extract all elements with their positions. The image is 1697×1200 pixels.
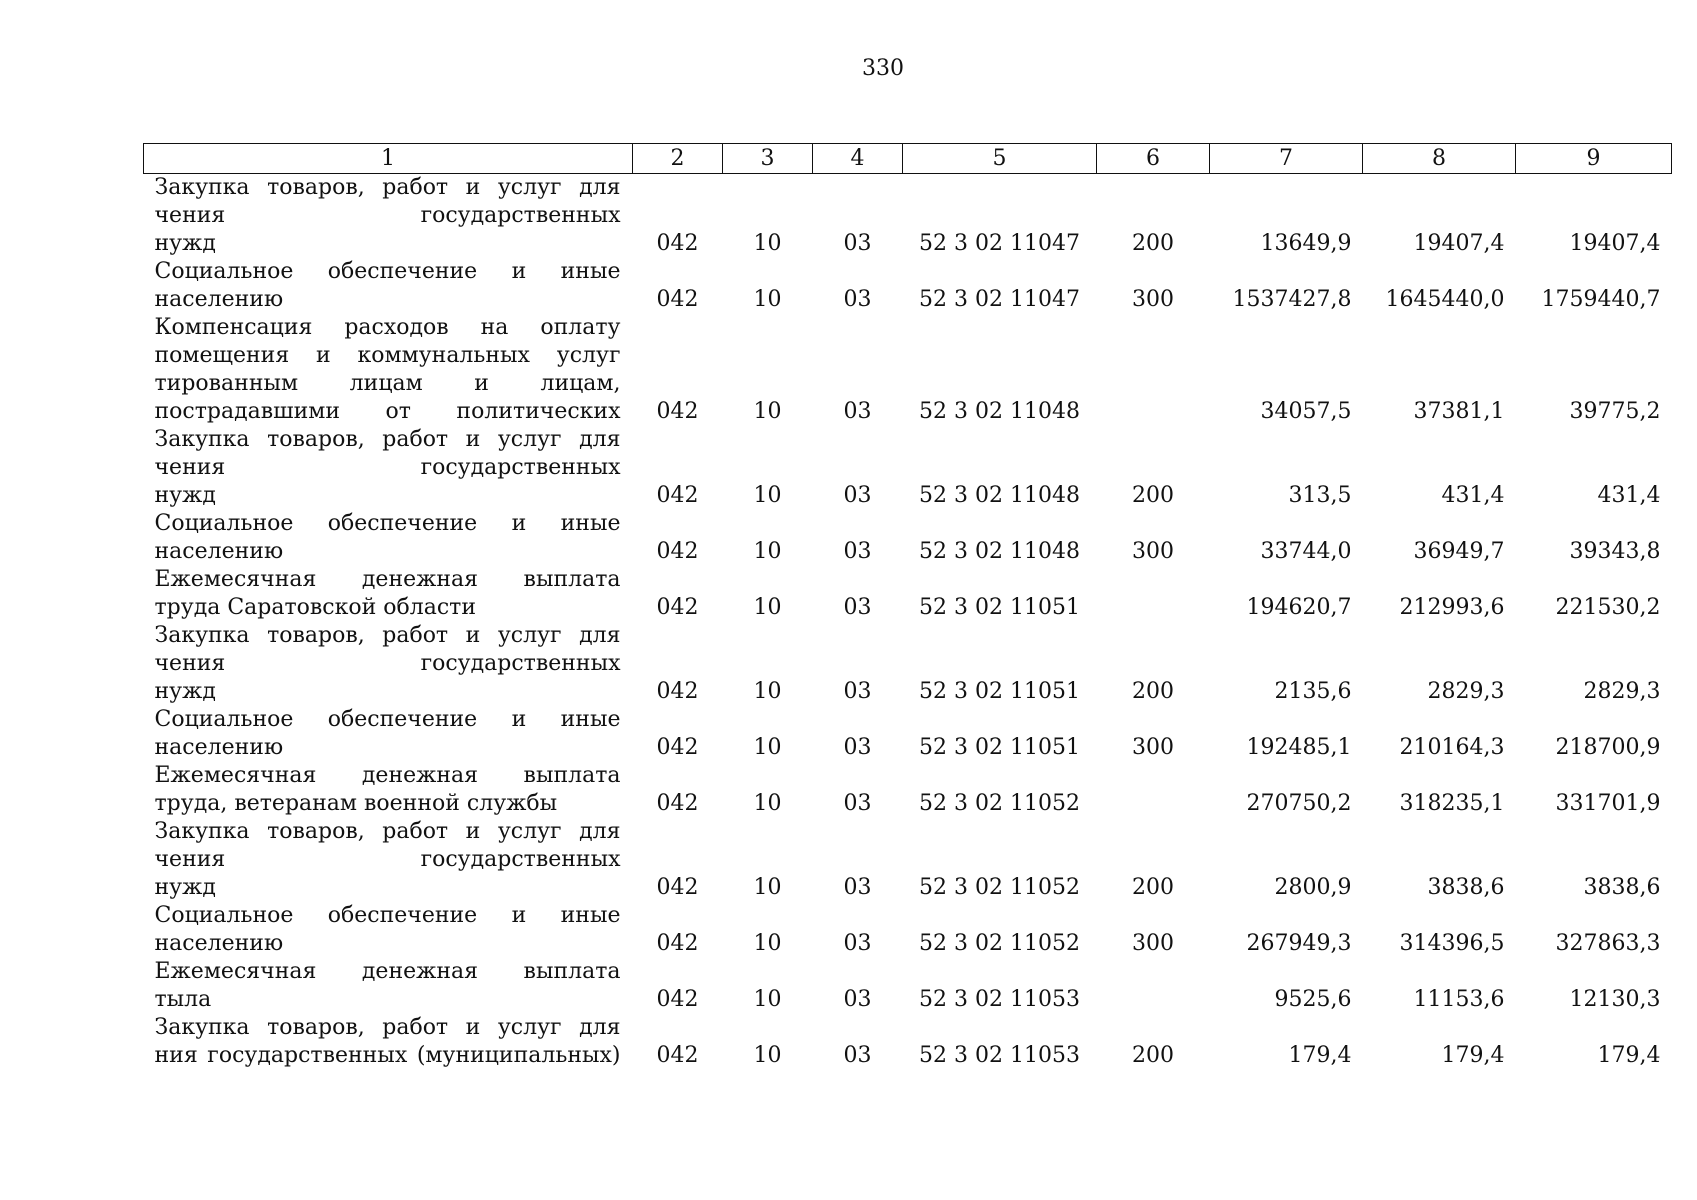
description-cell [144,902,633,958]
table-row [144,1014,1672,1070]
subsection-cell: 10 [753,791,782,816]
description-cell [144,622,633,706]
amount-year2-cell: 19407,4 [1413,231,1505,256]
description-line: чения государственных [154,651,621,676]
amount-year2-cell: 2829,3 [1427,679,1505,704]
section-code-cell: 042 [656,679,699,704]
amount-year3-cell: 221530,2 [1555,595,1661,620]
table-row [144,174,1672,259]
section-code-cell: 042 [656,539,699,564]
amount-year1-cell: 2800,9 [1274,875,1352,900]
table-row [144,818,1672,902]
subsection-cell: 10 [753,735,782,760]
section-code-cell: 042 [656,595,699,620]
amount-year3-cell: 179,4 [1597,1043,1661,1068]
column-header-9: 9 [1516,144,1672,174]
expense-type-cell [1097,566,1210,622]
subsection-code-cell: 03 [843,595,872,620]
description-line: пострадавшими от политических [154,399,621,424]
amount-year1-cell: 33744,0 [1260,539,1352,564]
amount-year2-cell: 314396,5 [1399,931,1505,956]
subsection-cell: 10 [753,595,782,620]
target-article-cell: 52 3 02 11048 [919,399,1080,424]
subsection-code-cell: 03 [843,679,872,704]
description-line: Компенсация расходов на оплату [154,315,621,340]
subsection-code-cell: 03 [843,987,872,1012]
description-line: чения государственных [154,455,621,480]
amount-year1-cell: 270750,2 [1246,791,1352,816]
section-code-cell: 042 [656,735,699,760]
subsection-code-cell: 03 [843,539,872,564]
amount-year2-cell: 431,4 [1441,483,1505,508]
amount-year3-cell: 1759440,7 [1541,287,1661,312]
subsection-code-cell: 03 [843,483,872,508]
section-code-cell: 042 [656,987,699,1012]
description-cell [144,174,633,259]
amount-year2-cell: 11153,6 [1413,987,1505,1012]
description-line: чения государственных [154,847,621,872]
amount-year1-cell: 194620,7 [1246,595,1352,620]
target-article-cell: 52 3 02 11052 [919,875,1080,900]
section-code-cell: 042 [656,875,699,900]
subsection-code-cell: 03 [843,791,872,816]
subsection-cell: 10 [753,287,782,312]
amount-year2-cell: 318235,1 [1399,791,1505,816]
subsection-code-cell: 03 [843,875,872,900]
description-line: нужд [154,483,216,508]
table-row [144,510,1672,566]
amount-year3-cell: 431,4 [1597,483,1661,508]
subsection-cell: 10 [753,539,782,564]
table-row [144,902,1672,958]
description-line: населению [154,287,284,312]
amount-year2-cell: 36949,7 [1413,539,1505,564]
amount-year1-cell: 13649,9 [1260,231,1352,256]
target-article-cell: 52 3 02 11047 [919,231,1080,256]
target-article-cell: 52 3 02 11053 [919,987,1080,1012]
expense-type-cell: 200 [1132,483,1174,508]
subsection-code-cell: 03 [843,931,872,956]
expense-type-cell: 300 [1132,287,1174,312]
subsection-cell: 10 [753,231,782,256]
table-row [144,258,1672,314]
target-article-cell: 52 3 02 11048 [919,483,1080,508]
description-line: труда Саратовской области [154,595,477,620]
amount-year1-cell: 9525,6 [1274,987,1352,1012]
amount-year2-cell: 210164,3 [1399,735,1505,760]
table-row [144,706,1672,762]
amount-year1-cell: 1537427,8 [1232,287,1352,312]
description-line: ния государственных (муниципальных) [154,1043,621,1068]
target-article-cell: 52 3 02 11052 [919,931,1080,956]
page-number: 330 [862,56,904,81]
description-line: Ежемесячная денежная выплата [154,959,621,984]
table-row [144,566,1672,622]
amount-year3-cell: 39343,8 [1569,539,1661,564]
column-header-3: 3 [723,144,813,174]
target-article-cell: 52 3 02 11048 [919,539,1080,564]
description-line: Социальное обеспечение и иные [154,903,621,928]
expense-type-cell: 300 [1132,735,1174,760]
description-line: Ежемесячная денежная выплата [154,763,621,788]
description-line: Закупка товаров, работ и услуг для [154,1015,621,1040]
section-code-cell: 042 [656,483,699,508]
section-code-cell: 042 [656,231,699,256]
description-cell [144,818,633,902]
target-article-cell: 52 3 02 11047 [919,287,1080,312]
description-cell [144,510,633,566]
expense-type-cell: 300 [1132,931,1174,956]
subsection-cell: 10 [753,987,782,1012]
description-line: Закупка товаров, работ и услуг для [154,175,621,200]
subsection-code-cell: 03 [843,1043,872,1068]
target-article-cell: 52 3 02 11053 [919,1043,1080,1068]
budget-table [143,143,1672,1070]
expense-type-cell [1097,762,1210,818]
description-cell [144,762,633,818]
description-line: помещения и коммунальных услуг [154,343,621,368]
description-line: Социальное обеспечение и иные [154,707,621,732]
description-line: Ежемесячная денежная выплата [154,567,621,592]
section-code-cell: 042 [656,399,699,424]
amount-year2-cell: 37381,1 [1413,399,1505,424]
description-line: труда, ветеранам военной службы [154,791,558,816]
table-row [144,426,1672,510]
amount-year3-cell: 327863,3 [1555,931,1661,956]
section-code-cell: 042 [656,1043,699,1068]
subsection-cell: 10 [753,399,782,424]
amount-year1-cell: 179,4 [1288,1043,1352,1068]
amount-year1-cell: 313,5 [1288,483,1352,508]
table-row [144,958,1672,1014]
table-row [144,762,1672,818]
description-line: Закупка товаров, работ и услуг для [154,819,621,844]
expense-type-cell: 200 [1132,679,1174,704]
table-header-row [144,144,1672,174]
description-line: нужд [154,679,216,704]
description-cell [144,566,633,622]
description-cell [144,314,633,426]
subsection-cell: 10 [753,875,782,900]
amount-year3-cell: 3838,6 [1583,875,1661,900]
description-line: тированным лицам и лицам, [154,371,621,396]
expense-type-cell [1097,314,1210,426]
subsection-code-cell: 03 [843,231,872,256]
amount-year3-cell: 331701,9 [1555,791,1661,816]
amount-year2-cell: 3838,6 [1427,875,1505,900]
column-header-5: 5 [903,144,1097,174]
description-cell [144,706,633,762]
table-row [144,314,1672,426]
expense-type-cell [1097,958,1210,1014]
target-article-cell: 52 3 02 11052 [919,791,1080,816]
description-line: чения государственных [154,203,621,228]
amount-year3-cell: 39775,2 [1569,399,1661,424]
amount-year3-cell: 2829,3 [1583,679,1661,704]
amount-year1-cell: 192485,1 [1246,735,1352,760]
description-cell [144,958,633,1014]
section-code-cell: 042 [656,931,699,956]
subsection-cell: 10 [753,931,782,956]
amount-year3-cell: 12130,3 [1569,987,1661,1012]
subsection-cell: 10 [753,483,782,508]
description-line: тыла [154,987,212,1012]
description-cell [144,258,633,314]
target-article-cell: 52 3 02 11051 [919,679,1080,704]
column-header-6: 6 [1097,144,1210,174]
subsection-code-cell: 03 [843,287,872,312]
column-header-7: 7 [1210,144,1363,174]
description-line: Закупка товаров, работ и услуг для [154,427,621,452]
amount-year1-cell: 2135,6 [1274,679,1352,704]
subsection-code-cell: 03 [843,399,872,424]
expense-type-cell: 200 [1132,875,1174,900]
description-line: Социальное обеспечение и иные [154,511,621,536]
description-line: населению [154,539,284,564]
description-cell [144,1014,633,1070]
expense-type-cell: 300 [1132,539,1174,564]
amount-year3-cell: 218700,9 [1555,735,1661,760]
section-code-cell: 042 [656,287,699,312]
amount-year3-cell: 19407,4 [1569,231,1661,256]
amount-year1-cell: 267949,3 [1246,931,1352,956]
target-article-cell: 52 3 02 11051 [919,595,1080,620]
description-line: нужд [154,875,216,900]
subsection-cell: 10 [753,1043,782,1068]
target-article-cell: 52 3 02 11051 [919,735,1080,760]
description-cell [144,426,633,510]
description-line: Закупка товаров, работ и услуг для [154,623,621,648]
column-header-8: 8 [1363,144,1516,174]
expense-type-cell: 200 [1132,1043,1174,1068]
table-row [144,622,1672,706]
amount-year2-cell: 1645440,0 [1385,287,1505,312]
section-code-cell: 042 [656,791,699,816]
amount-year2-cell: 212993,6 [1399,595,1505,620]
subsection-cell: 10 [753,679,782,704]
description-line: населению [154,931,284,956]
table-body [144,174,1672,1071]
expense-type-cell: 200 [1132,231,1174,256]
amount-year2-cell: 179,4 [1441,1043,1505,1068]
column-header-4: 4 [813,144,903,174]
amount-year1-cell: 34057,5 [1260,399,1352,424]
column-header-2: 2 [633,144,723,174]
description-line: Социальное обеспечение и иные [154,259,621,284]
column-header-1: 1 [144,144,633,174]
subsection-code-cell: 03 [843,735,872,760]
description-line: населению [154,735,284,760]
description-line: нужд [154,231,216,256]
